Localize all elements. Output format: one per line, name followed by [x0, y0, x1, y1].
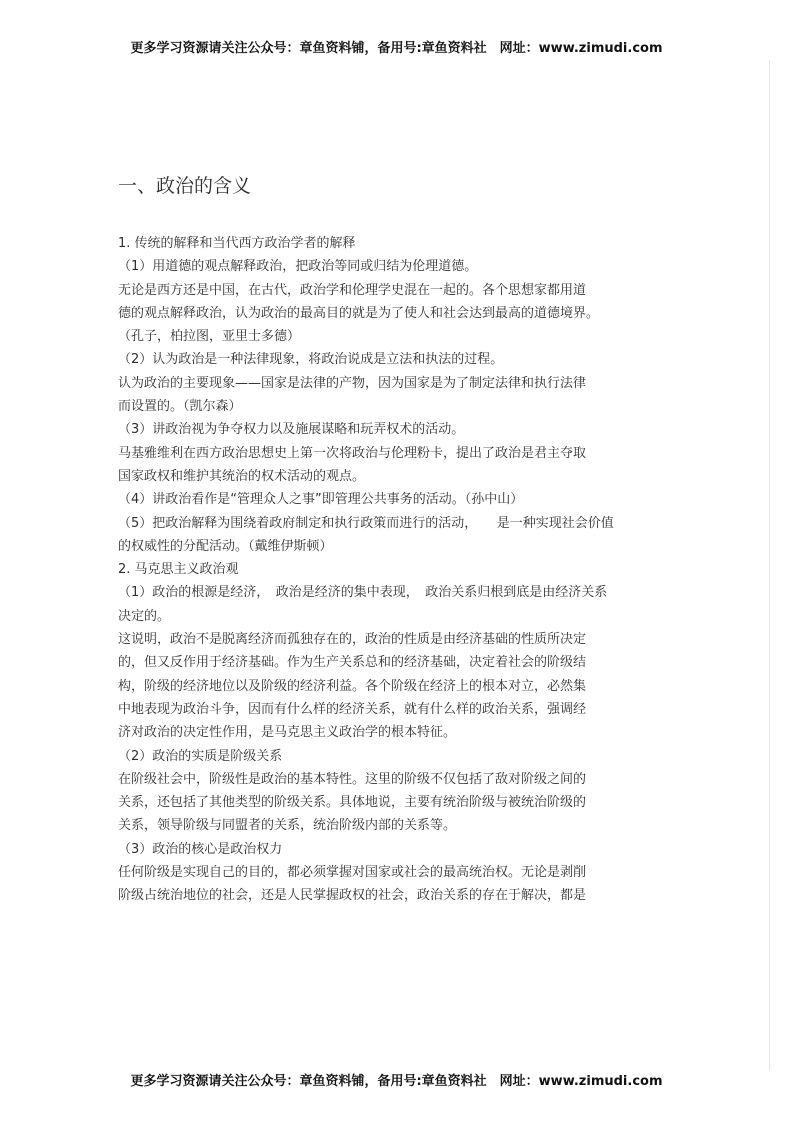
text-line: 2. 马克思主义政治观 [118, 562, 239, 578]
text-line: 的权威性的分配活动。（戴维伊斯顿） [118, 538, 333, 554]
text-line: （3）讲政治视为争夺权力以及施展谋略和玩弄权术的活动。 [118, 422, 465, 438]
text-line: 国家政权和维护其统治的权术活动的观点。 [118, 468, 366, 484]
text-line: 关系，领导阶级与同盟者的关系，统治阶级内部的关系等。 [118, 818, 457, 834]
header-banner: 更多学习资源请关注公众号：章鱼资料铺，备用号:章鱼资料社 网址：www.zimudi.com [130, 41, 663, 56]
text-line: 在阶级社会中，阶级性是政治的基本特性。这里的阶级不仅包括了敌对阶级之间的 [118, 771, 587, 787]
text-line: 的，但又反作用于经济基础。作为生产关系总和的经济基础，决定着社会的阶级结 [118, 655, 587, 671]
text-line: 决定的。 [118, 608, 171, 624]
text-line: 德的观点解释政治，认为政治的最高目的就是为了使人和社会达到最高的道德境界。 [118, 305, 600, 321]
text-line: （3）政治的核心是政治权力 [118, 841, 283, 857]
text-line: 1. 传统的解释和当代西方政治学者的解释 [118, 236, 356, 251]
text-line: （1）用道德的观点解释政治，把政治等同或归结为伦理道德。 [118, 259, 478, 275]
text-line: 而设置的。（凯尔森） [118, 399, 242, 415]
text-line: 阶级占统治地位的社会，还是人民掌握政权的社会，政治关系的存在于解决，都是 [118, 888, 587, 904]
text-line: 济对政治的决定性作用，是马克思主义政治学的根本特征。 [118, 725, 457, 741]
text-line: 马基雅维利在西方政治思想史上第一次将政治与伦理粉卡，提出了政治是君主夺取 [118, 445, 587, 461]
section-title: 一、政治的含义 [118, 175, 252, 197]
text-line: 无论是西方还是中国，在古代，政治学和伦理学史混在一起的。各个思想家都用道 [118, 282, 587, 298]
text-line: （1）政治的根源是经济， 政治是经济的集中表现， 政治关系归根到底是由经济关系 [118, 585, 608, 601]
text-line: （2）政治的实质是阶级关系 [118, 748, 283, 764]
page-edge-divider [769, 60, 770, 1070]
text-line: 任何阶级是实现自己的目的，都必须掌握对国家或社会的最高统治权。无论是剥削 [118, 865, 587, 881]
text-line: （孔子，柏拉图，亚里士多德） [118, 329, 301, 345]
text-line: 中地表现为政治斗争，因而有什么样的经济关系，就有什么样的政治关系，强调经 [118, 701, 587, 717]
text-line: 认为政治的主要现象——国家是法律的产物，因为国家是为了制定法律和执行法律 [118, 375, 587, 391]
text-line: 关系，还包括了其他类型的阶级关系。具体地说，主要有统治阶级与被统治阶级的 [118, 795, 587, 811]
text-line: （5）把政治解释为围绕着政府制定和执行政策而进行的活动， 是一种实现社会价值 [118, 515, 614, 531]
text-line: （4）讲政治看作是“管理众人之事”即管理公共事务的活动。（孙中山） [118, 492, 524, 508]
body-text [118, 232, 678, 908]
footer-banner: 更多学习资源请关注公众号：章鱼资料铺，备用号:章鱼资料社 网址：www.zimudi.com [130, 1074, 663, 1089]
text-line: （2）认为政治是一种法律现象，将政治说成是立法和执法的过程。 [118, 352, 504, 368]
text-line: 这说明，政治不是脱离经济而孤独存在的，政治的性质是由经济基础的性质所决定 [118, 632, 587, 648]
text-line: 构，阶级的经济地位以及阶级的经济利益。各个阶级在经济上的根本对立，必然集 [118, 678, 587, 694]
